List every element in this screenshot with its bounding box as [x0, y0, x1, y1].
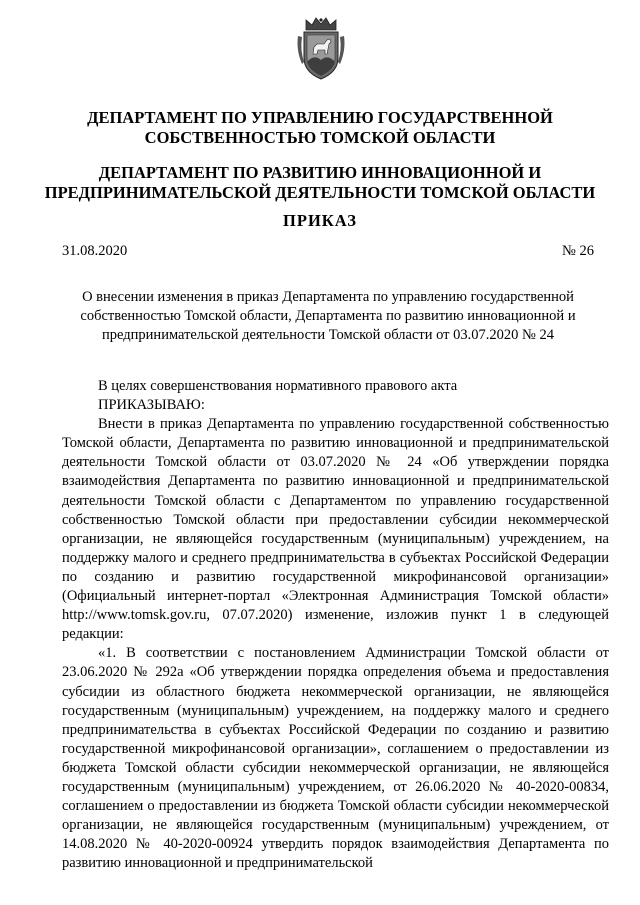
document-body	[62, 377, 609, 873]
purpose-line: В целях совершенствования нормативного правового акта	[98, 378, 458, 394]
body-paragraph-2: «1. В соответствии с постановлением Администрации Томской области от 23.06.2020 № 292а «Об утверждении порядка определения объема и предоставления субсидии из областного бюджета некоммерческой организации, не являющейся государственным (муниципальным) учреждением, на поддержку малого и среднего предпринимательства в субъектах Российской Федерации по созданию и развитию государственной микрофинансовой организации», соглашением о предоставлении из бюджета Томской области субсидии некоммерческой организации, не являющейся государственным (муниципальным) учреждением, от 26.06.2020 № 40-2020-00834, соглашением о предоставлении из бюджета Томской области субсидии некоммерческой организации, не являющейся государственным (муниципальным) учреждением, от 14.08.2020 № 40-2020-00924 утвердить порядок взаимодействия Департамента по развитию инновационной и предпринимательской	[62, 645, 609, 872]
order-word: ПРИКАЗЫВАЮ:	[98, 397, 205, 414]
document-date: 31.08.2020	[62, 243, 128, 259]
tomsk-coat-of-arms-icon	[294, 16, 348, 82]
department-2-title: ДЕПАРТАМЕНТ ПО РАЗВИТИЮ ИННОВАЦИОННОЙ И ПРЕДПРИНИМАТЕЛЬСКОЙ ДЕЯТЕЛЬНОСТИ ТОМСКОЙ ОБЛАСТИ	[44, 163, 596, 202]
document-number: № 26	[562, 243, 594, 259]
department-1-title: ДЕПАРТАМЕНТ ПО УПРАВЛЕНИЮ ГОСУДАРСТВЕННОЙ СОБСТВЕННОСТЬЮ ТОМСКОЙ ОБЛАСТИ	[87, 108, 553, 147]
document-type: ПРИКАЗ	[283, 211, 357, 230]
document-subject: О внесении изменения в приказ Департамента по управлению государственной собственностью Томской области, Департамента по развитию инновационной и предпринимательской деятельности Томской области от 03.07.2020 № 24	[80, 289, 576, 343]
body-paragraph-1: Внести в приказ Департамента по управлению государственной собственностью Томской области, Департамента по развитию инновационной и предпринимательской деятельности Томской области от 03.07.2020 № 24 «Об утверждении порядка взаимодействия Департамента по развитию инновационной и предпринимательской деятельности Томской области с Департаментом по управлению государственной собственностью Томской области при предоставлении субсидии некоммерческой организации, не являющейся государственным (муниципальным) учреждением, на поддержку малого и среднего предпринимательства в субъектах Российской Федерации по созданию и развитию государственной микрофинансовой организации» (Официальный интернет-портал «Электронная Администрация Томской области» http://www.tomsk.gov.ru, 07.07.2020) изменение, изложив пункт 1 в следующей редакции:	[62, 416, 609, 643]
